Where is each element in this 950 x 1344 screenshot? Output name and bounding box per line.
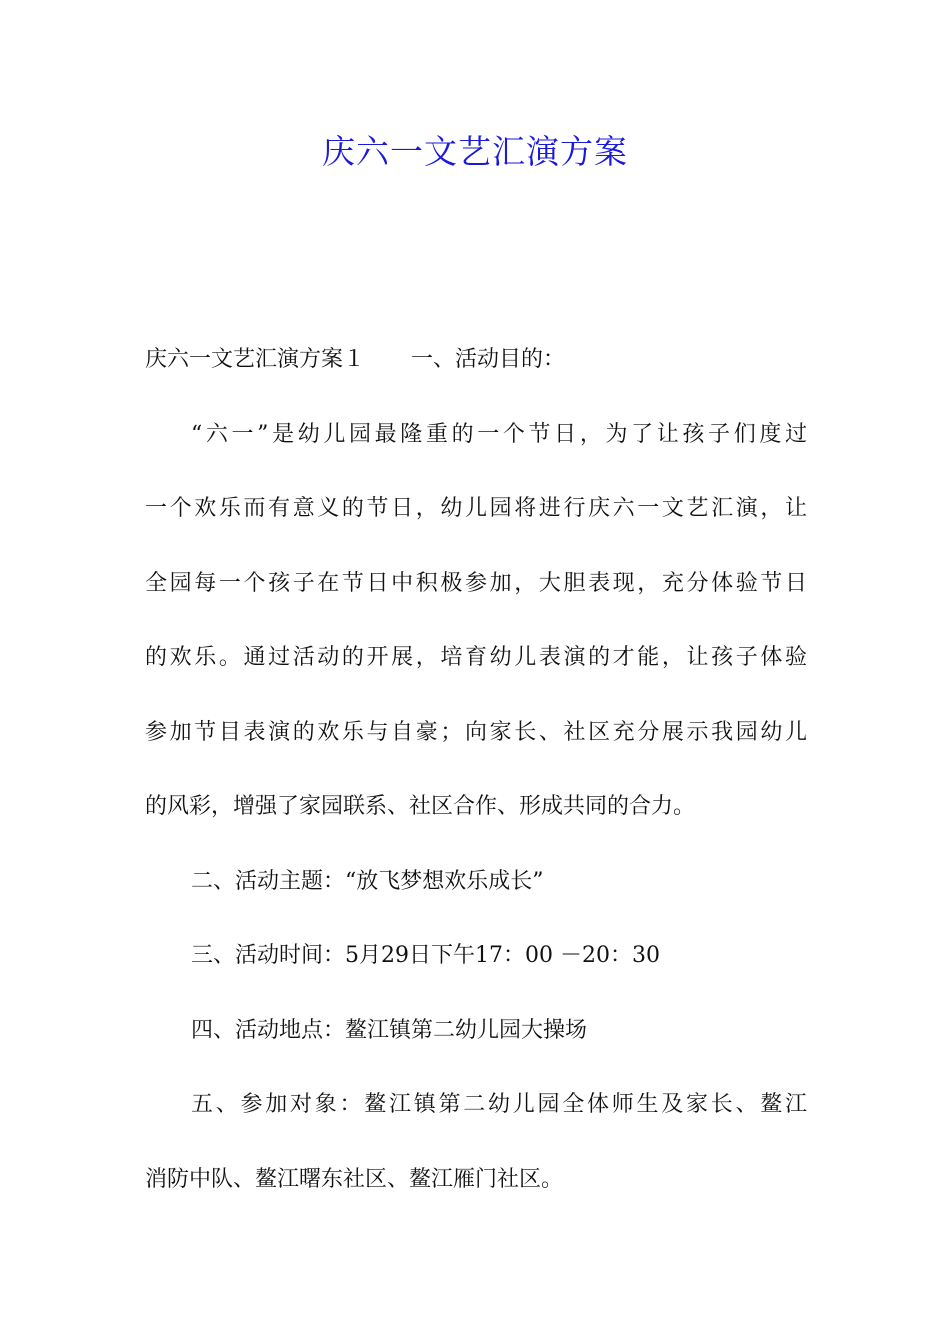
- intro-line: [145, 338, 807, 413]
- section-3-time: 三、活动时间：5月29日下午17：00 －20：30: [191, 943, 660, 968]
- document-body: [145, 338, 807, 1232]
- paragraph-line: 的风彩，增强了家园联系、社区合作、形成共同的合力。: [145, 794, 696, 819]
- section-4-location: 四、活动地点：鳌江镇第二幼儿园大操场: [191, 1017, 588, 1043]
- plan-heading: 庆六一文艺汇演方案１: [145, 347, 366, 372]
- section-5-participants: 五、参加对象：鳌江镇第二幼儿园全体师生及家长、鳌江: [191, 1092, 807, 1117]
- paragraph-line: 全园每一个孩子在节日中积极参加，大胆表现，充分体验节日: [145, 570, 807, 596]
- section-1-heading: 一、活动目的：: [411, 347, 566, 372]
- paragraph-line: 的欢乐。通过活动的开展，培育幼儿表演的才能，让孩子体验: [145, 645, 807, 670]
- section-5-participants-cont: 消防中队、鳌江曙东社区、鳌江雁门社区。: [145, 1166, 564, 1192]
- document-title: 庆六一文艺汇演方案: [322, 132, 628, 171]
- paragraph-line: 参加节目表演的欢乐与自豪；向家长、社区充分展示我园幼儿: [145, 719, 807, 745]
- paragraph-line: “六一”是幼儿园最隆重的一个节日，为了让孩子们度过: [191, 421, 807, 447]
- section-2-theme: 二、活动主题：“放飞梦想欢乐成长”: [191, 868, 544, 894]
- paragraph-line: 一个欢乐而有意义的节日，幼儿园将进行庆六一文艺汇演，让: [145, 496, 807, 521]
